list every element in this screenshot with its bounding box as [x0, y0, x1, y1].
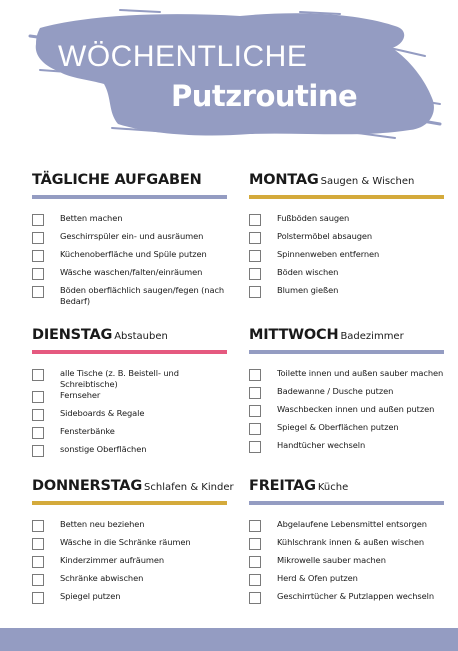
- section-subtitle: Küche: [317, 482, 349, 493]
- section-underline-bar: [32, 195, 227, 199]
- task-label: Handtücher wechseln: [277, 440, 366, 450]
- task-item: [249, 231, 444, 249]
- task-checkbox[interactable]: [32, 556, 44, 568]
- task-item: [249, 422, 444, 440]
- section-title: DONNERSTAG: [32, 478, 143, 494]
- section-donnerstag: [32, 475, 234, 609]
- task-label: Kinderzimmer aufräumen: [60, 555, 165, 565]
- task-item: [32, 231, 227, 249]
- section-underline-bar: [249, 195, 444, 199]
- task-item: [249, 537, 444, 555]
- task-item: [249, 404, 444, 422]
- task-checkbox[interactable]: [249, 286, 261, 298]
- task-item: [32, 537, 227, 555]
- brush-stroke-background: [0, 0, 458, 150]
- task-label: Badewanne / Dusche putzen: [277, 386, 394, 396]
- task-checkbox[interactable]: [249, 232, 261, 244]
- brush-streak: [120, 10, 160, 12]
- task-label: Spinnenweben entfernen: [277, 249, 380, 259]
- task-checkbox[interactable]: [32, 214, 44, 226]
- task-label: Betten neu beziehen: [60, 519, 145, 529]
- section-underline-bar: [249, 350, 444, 354]
- task-item: [32, 426, 227, 444]
- task-item: [32, 555, 227, 573]
- task-item: [249, 591, 444, 609]
- task-item: [249, 573, 444, 591]
- task-item: [249, 519, 444, 537]
- task-item: [32, 249, 227, 267]
- task-label: Fernseher: [60, 390, 101, 400]
- task-item: [32, 390, 227, 408]
- task-checkbox[interactable]: [249, 556, 261, 568]
- task-checkbox[interactable]: [32, 250, 44, 262]
- task-item: [249, 249, 444, 267]
- task-label: Spiegel & Oberflächen putzen: [277, 422, 399, 432]
- section-dienstag: [32, 324, 227, 462]
- task-checkbox[interactable]: [32, 574, 44, 586]
- task-checkbox[interactable]: [32, 369, 44, 381]
- task-checkbox[interactable]: [32, 538, 44, 550]
- task-label: Betten machen: [60, 213, 123, 223]
- task-checkbox[interactable]: [32, 391, 44, 403]
- task-label: Küchenoberfläche und Spüle putzen: [60, 249, 207, 259]
- task-label: Sideboards & Regale: [60, 408, 145, 418]
- task-item: [249, 555, 444, 573]
- section-heading: [249, 169, 444, 189]
- task-checkbox[interactable]: [32, 445, 44, 457]
- section-underline-bar: [32, 350, 227, 354]
- task-label: Geschirrtücher & Putzlappen wechseln: [277, 591, 434, 601]
- task-checkbox[interactable]: [249, 250, 261, 262]
- task-label: Herd & Ofen putzen: [277, 573, 358, 583]
- task-item: [249, 386, 444, 404]
- task-item: [32, 408, 227, 426]
- section-subtitle: Badezimmer: [340, 331, 404, 342]
- task-checkbox[interactable]: [32, 268, 44, 280]
- section-heading: [32, 475, 234, 495]
- task-checkbox[interactable]: [249, 405, 261, 417]
- task-checkbox[interactable]: [249, 520, 261, 532]
- section-heading: [249, 475, 444, 495]
- task-label: Schränke abwischen: [60, 573, 144, 583]
- task-label: Kühlschrank innen & außen wischen: [277, 537, 424, 547]
- task-label: Blumen gießen: [277, 285, 339, 295]
- task-checkbox[interactable]: [249, 387, 261, 399]
- task-checkbox[interactable]: [249, 369, 261, 381]
- task-item: [32, 519, 227, 537]
- task-label: Fußböden saugen: [277, 213, 350, 223]
- section-title: MITTWOCH: [249, 327, 339, 343]
- task-label: Polstermöbel absaugen: [277, 231, 373, 241]
- task-checkbox[interactable]: [249, 441, 261, 453]
- task-checkbox[interactable]: [249, 538, 261, 550]
- task-checkbox[interactable]: [32, 592, 44, 604]
- task-label: Wäsche waschen/falten/einräumen: [60, 267, 203, 277]
- section-subtitle: Saugen & Wischen: [320, 176, 415, 187]
- task-label: Böden wischen: [277, 267, 339, 277]
- task-item: [32, 591, 227, 609]
- header-title-line1: WÖCHENTLICHE: [58, 40, 308, 73]
- section-underline-bar: [249, 501, 444, 505]
- task-checkbox[interactable]: [32, 409, 44, 421]
- footer-bar: [0, 628, 458, 651]
- task-checkbox[interactable]: [249, 423, 261, 435]
- task-item: [249, 267, 444, 285]
- task-label: sonstige Oberflächen: [60, 444, 147, 454]
- section-freitag: [249, 475, 444, 609]
- task-checkbox[interactable]: [249, 268, 261, 280]
- section-title: TÄGLICHE AUFGABEN: [32, 172, 202, 188]
- task-label: Toilette innen und außen sauber machen: [277, 368, 444, 378]
- task-label: Waschbecken innen und außen putzen: [277, 404, 435, 414]
- task-label: Abgelaufene Lebensmittel entsorgen: [277, 519, 427, 529]
- task-item: [32, 573, 227, 591]
- task-item: [249, 285, 444, 303]
- section-heading: [32, 169, 227, 189]
- section-title: MONTAG: [249, 172, 319, 188]
- task-item: [249, 368, 444, 386]
- task-checkbox[interactable]: [32, 232, 44, 244]
- task-label: Geschirrspüler ein- und ausräumen: [60, 231, 204, 241]
- section-heading: [249, 324, 444, 344]
- task-label: Mikrowelle sauber machen: [277, 555, 386, 565]
- section-heading: [32, 324, 227, 344]
- task-item: [249, 440, 444, 458]
- section-montag: [249, 169, 444, 303]
- section-title: FREITAG: [249, 478, 316, 494]
- task-checkbox[interactable]: [249, 592, 261, 604]
- section-subtitle: Abstauben: [114, 331, 168, 342]
- task-checkbox[interactable]: [249, 214, 261, 226]
- task-label: Böden oberflächlich saugen/fegen (nach Bedarf): [60, 285, 225, 306]
- task-label: Spiegel putzen: [60, 591, 121, 601]
- task-item: [32, 444, 227, 462]
- section-mittwoch: [249, 324, 444, 458]
- section-subtitle: Schlafen & Kinder: [144, 482, 234, 493]
- task-item: [249, 213, 444, 231]
- section-taegliche-aufgaben: [32, 169, 227, 307]
- task-checkbox[interactable]: [32, 427, 44, 439]
- task-item: [32, 213, 227, 231]
- task-label: Wäsche in die Schränke räumen: [60, 537, 191, 547]
- task-checkbox[interactable]: [32, 520, 44, 532]
- task-checkbox[interactable]: [32, 286, 44, 298]
- task-label: Fensterbänke: [60, 426, 115, 436]
- task-checkbox[interactable]: [249, 574, 261, 586]
- task-item: [32, 368, 227, 390]
- section-underline-bar: [32, 501, 227, 505]
- section-title: DIENSTAG: [32, 327, 113, 343]
- header-title-line2: Putzroutine: [171, 79, 358, 113]
- task-label: alle Tische (z. B. Beistell- und Schreibtische): [60, 368, 179, 389]
- task-item: [32, 285, 227, 307]
- task-item: [32, 267, 227, 285]
